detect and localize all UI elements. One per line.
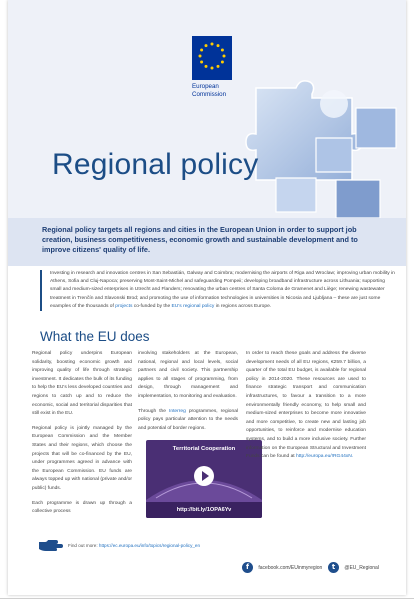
twitter-link[interactable]: [328, 562, 379, 573]
column-2: [138, 350, 238, 439]
col3-p1-text: In order to reach these goals and address the diverse development needs of all EU regions, €259.7 billion, a quarter of the total EU budget, is available for regional policy in 2014-2020. These resources are used to finance strategic transport and communication infrastructures, to favour a transition to a more environmentally friendly economy, to help small and medium-sized enterprises to become more innovative and more competitive, to create new and lasting job opportunities, to reinforce and modernise education systems, and to build a more inclusive society. Further information on the European Structural and Investment Funds can be found at: [246, 351, 366, 460]
twitter-text: @EU_Regional: [344, 564, 379, 571]
video-title: Territorial Cooperation: [172, 446, 236, 452]
col3-paragraph-1: [246, 350, 366, 462]
col1-paragraph-1: Regional policy underpins European solidarity, boosting economic growth and improving quality of life through strategic investment. It dedicates the bulk of its funding to help the EU's less developed countries and regions to catch up and to reduce the economic, social and territorial disparities that still exist in the EU.: [32, 351, 132, 417]
col1-paragraph-2: Regional policy is jointly managed by the European Commission and the Member States and their regions, which choose the projects that will be co-financed by the EU, under programmes agreed in advance with the European Commission. EU funds are always topped up with national (private and/or public) funds.: [32, 425, 132, 491]
column-3: [246, 350, 366, 468]
col2-paragraph-1: involving stakeholders at the European, national, regional and local levels, social partners and civil society. This partnership applies to all stages of programming, from design, through management and implementation, to monitoring and evaluation.: [138, 351, 238, 399]
twitter-icon: t: [328, 562, 339, 573]
play-icon[interactable]: [194, 466, 214, 486]
col2-paragraph-2: [138, 408, 238, 434]
examples-text: Investing in research and innovation centres in San Sebastián, Galway and Coimbra; modernising the airports of Riga and Wroclaw; improving urban mobility in Athens, Sofia and Cluj-Napoca; preserving Mont-Saint-Michel and safeguarding Pompeii; developing broadband infrastructure across Lithuania; supporting small and medium-sized enterprises in Utrecht and Flanders; renovating the urban centres of Santa Coloma de Gramenet and Liège; renewing wastewater treatment in Trenčín and Slavonski Brod; and promoting the use of information technologies in universities in Nicosia and Ljubljana – these are just some examples of the thousands of: [50, 271, 395, 309]
page-title: Regional policy: [52, 148, 259, 181]
column-1: [32, 350, 132, 523]
video-thumbnail[interactable]: [146, 440, 262, 518]
facebook-icon: f: [242, 562, 253, 573]
examples-paragraph: [40, 270, 396, 311]
interreg-link[interactable]: Interreg: [168, 408, 186, 414]
col2-p2-start: Through the: [138, 408, 166, 414]
facebook-text: facebook.com/EUinmyregion: [258, 564, 323, 571]
examples-end: in regions across Europe.: [215, 303, 272, 309]
regional-policy-link[interactable]: EU's regional policy: [171, 303, 215, 309]
projects-link[interactable]: projects: [115, 303, 133, 309]
logo-line-1: European: [192, 83, 219, 90]
find-out-more: [68, 543, 200, 548]
factsheet-page: [8, 0, 406, 595]
section-title: What the EU does: [40, 329, 150, 344]
col2-p2-end: programmes, regional policy pays particular attention to the needs and potential of border regions.: [138, 408, 239, 431]
esif-link[interactable]: http://europa.eu/!RG44xN.: [296, 454, 354, 460]
video-url[interactable]: http://bit.ly/1OPA6Yv: [176, 507, 232, 513]
examples-mid: co-funded by the: [133, 303, 171, 309]
facebook-link[interactable]: [242, 562, 322, 573]
col1-paragraph-3: Each programme is drawn up through a collective process: [32, 500, 132, 515]
find-out-label: Find out more:: [68, 543, 98, 548]
regional-policy-url[interactable]: https://ec.europa.eu/info/topics/regional-policy_en: [98, 543, 201, 548]
logo-line-2: Commission: [192, 90, 227, 98]
pointing-hand-icon: [38, 538, 64, 552]
intro-paragraph: Regional policy targets all regions and cities in the European Union in order to support job creation, business competitiveness, economic growth and sustainable development and to improve citizens' quality of life.: [42, 225, 358, 254]
bottom-rule: [0, 598, 414, 599]
